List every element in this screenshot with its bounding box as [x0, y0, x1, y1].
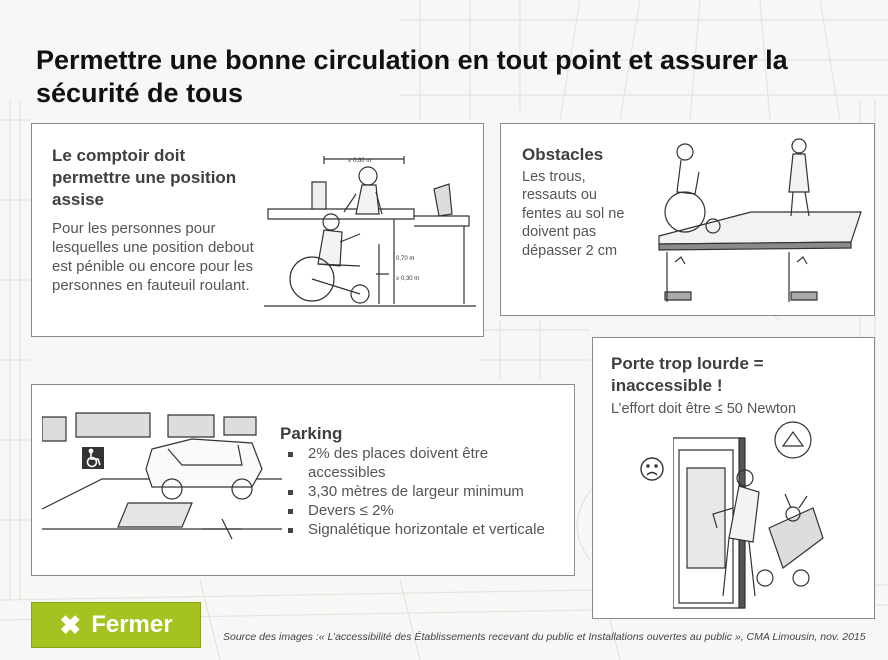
obstacles-illustration: [651, 132, 871, 310]
svg-text:≥ 0,30 m: ≥ 0,30 m: [396, 276, 420, 282]
sad-face-icon: [639, 456, 665, 482]
close-button[interactable]: [31, 602, 201, 648]
parking-illustration: [42, 409, 282, 559]
parking-heading: Parking: [280, 424, 343, 443]
list-item: Devers ≤ 2%: [284, 502, 552, 521]
list-item: 2% des places doivent être accessibles: [284, 445, 552, 483]
comptoir-body: Pour les personnes pour lesquelles une position debout est pénible ou encore pour les personnes en fauteuil roulant.: [52, 220, 254, 294]
obstacles-heading: Obstacles: [522, 145, 604, 164]
comptoir-heading: Le comptoir doit permettre une position assise: [52, 146, 237, 210]
heavy-door-illustration: [673, 418, 873, 614]
close-button-label: Fermer: [91, 611, 173, 638]
svg-text:0,70 m: 0,70 m: [396, 256, 415, 262]
porte-body: L’effort doit être ≤ 50 Newton: [611, 401, 797, 417]
porte-heading: Porte trop lourde = inaccessible !: [611, 354, 764, 396]
counter-illustration: [264, 154, 476, 314]
svg-text:≥ 0,60 m: ≥ 0,60 m: [348, 158, 372, 164]
card-parking: [31, 384, 575, 576]
image-source-credit: Source des images :« L’accessibilité des Établissements recevant du public et Installations ouvertes au public », CMA Limousin, nov. 2015: [223, 631, 866, 643]
card-obstacles: [500, 123, 875, 316]
list-item: 3,30 mètres de largeur minimum: [284, 483, 552, 502]
page-title: Permettre une bonne circulation en tout point et assurer la sécurité de tous: [36, 45, 788, 108]
close-icon: ✖: [59, 610, 82, 640]
list-item: Signalétique horizontale et verticale: [284, 521, 552, 540]
card-comptoir: [31, 123, 484, 337]
card-porte: [592, 337, 875, 619]
parking-list: [284, 445, 552, 539]
obstacles-body: Les trous, ressauts ou fentes au sol ne doivent pas dépasser 2 cm: [522, 169, 625, 259]
